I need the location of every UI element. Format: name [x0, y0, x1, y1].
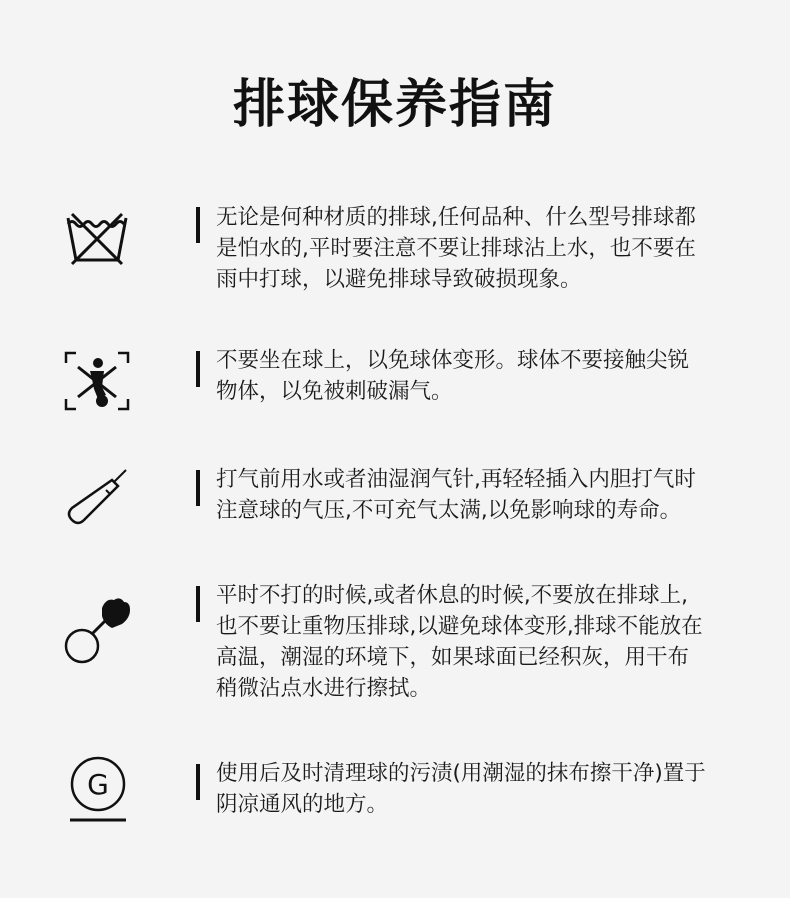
inflation-needle-icon: [62, 468, 132, 538]
no-sitting-icon: [62, 349, 132, 419]
item-text: 不要坐在球上，以免球体变形。球体不要接触尖锐 物体，以免被刺破漏气。: [216, 348, 690, 404]
no-wash-icon: [62, 208, 132, 278]
item-text: 打气前用水或者油湿润气针,再轻轻插入内胆打气时 注意球的气压,不可充气太满,以免影响球的寿命。: [216, 467, 696, 523]
item-text: 无论是何种材质的排球,任何品种、什么型号排球都 是怕水的,平时要注意不要让排球沾上水，也不要在 雨中打球，以避免排球导致破损现象。: [216, 205, 696, 292]
item-marker-bar: [196, 207, 200, 243]
item-marker-bar: [196, 764, 200, 800]
no-pressing-icon: [62, 594, 132, 664]
dry-clean-letter: G: [87, 768, 109, 801]
page-title: 排球保养指南: [232, 75, 557, 135]
item-marker-bar: [196, 470, 200, 506]
dry-clean-g-icon: [68, 754, 138, 826]
item-marker-bar: [196, 351, 200, 387]
item-marker-bar: [196, 586, 200, 622]
item-text: 平时不打的时候,或者休息的时候,不要放在排球上, 也不要让重物压排球,以避免球体变形,排球不能放在 高温，潮湿的环境下，如果球面已经积灰，用干布 稍微沾点水进行擦拭。: [216, 583, 703, 701]
item-text: 使用后及时清理球的污渍(用潮湿的抹布擦干净)置于 阴凉通风的地方。: [216, 761, 706, 817]
